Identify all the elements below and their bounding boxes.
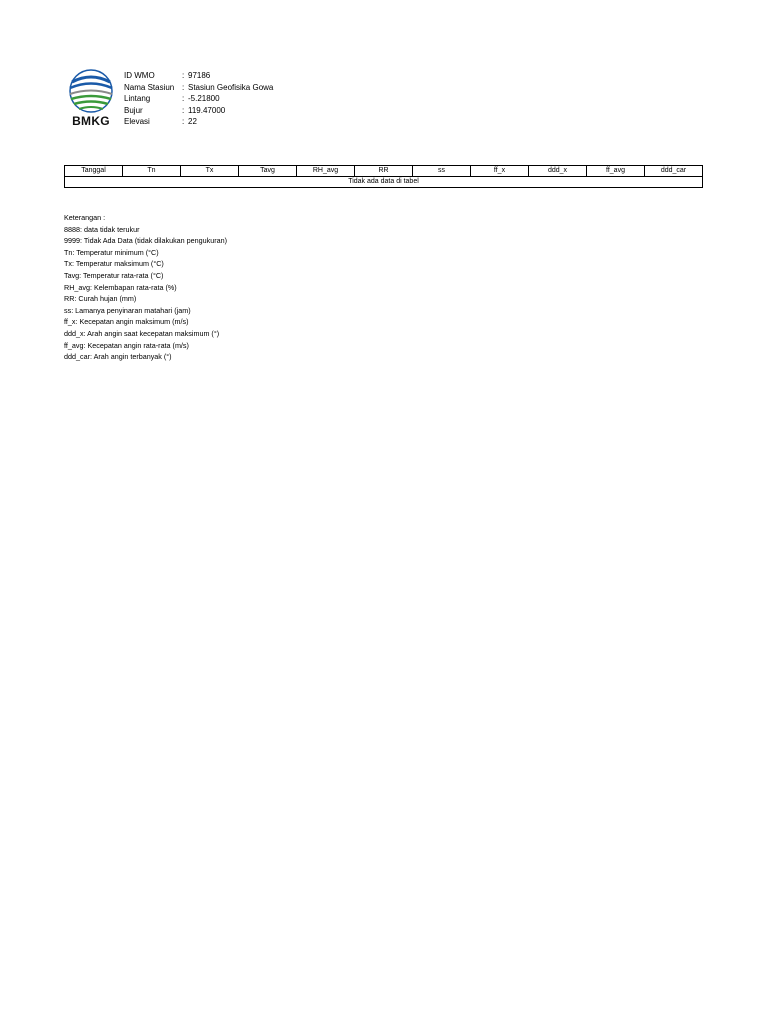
station-label: ID WMO — [124, 71, 155, 80]
station-value: Stasiun Geofisika Gowa — [188, 82, 274, 92]
station-separator: : — [182, 105, 185, 115]
station-value: 22 — [188, 117, 197, 126]
legend-item: ddd_x: Arah angin saat kecepatan maksimum (°) — [64, 328, 220, 338]
legend-item: RH_avg: Kelembapan rata-rata (%) — [64, 282, 177, 292]
station-row-id-wmo — [124, 70, 273, 82]
column-header-rh-avg: RH_avg — [297, 166, 355, 177]
station-separator: : — [182, 71, 185, 80]
bmkg-logo — [66, 68, 116, 130]
column-header-tanggal: Tanggal — [65, 166, 123, 177]
station-label: Bujur — [124, 105, 143, 115]
legend-item: Tn: Temperatur minimum (°C) — [64, 247, 159, 257]
station-row-latitude — [124, 93, 273, 105]
station-label: Lintang — [124, 94, 151, 103]
column-header-rr: RR — [355, 166, 413, 177]
station-row-elevation — [124, 116, 273, 128]
legend-item: ss: Lamanya penyinaran matahari (jam) — [64, 305, 191, 315]
table-empty-message: Tidak ada data di tabel — [65, 177, 703, 188]
legend — [64, 212, 227, 363]
station-value: 97186 — [188, 71, 211, 80]
column-header-tx: Tx — [181, 166, 239, 177]
legend-item: Tx: Temperatur maksimum (°C) — [64, 259, 164, 269]
table-header-row — [65, 166, 703, 177]
legend-title: Keterangan : — [64, 213, 106, 222]
climate-data-table — [64, 165, 703, 188]
logo-text: BMKG — [72, 114, 110, 128]
station-label: Elevasi — [124, 117, 150, 126]
station-info — [124, 70, 273, 128]
legend-item: ff_avg: Kecepatan angin rata-rata (m/s) — [64, 340, 189, 350]
station-label: Nama Stasiun — [124, 82, 175, 92]
legend-item: RR: Curah hujan (mm) — [64, 294, 137, 304]
column-header-ff-x: ff_x — [471, 166, 529, 177]
column-header-ss: ss — [413, 166, 471, 177]
column-header-ddd-x: ddd_x — [529, 166, 587, 177]
column-header-ff-avg: ff_avg — [587, 166, 645, 177]
legend-item: ff_x: Kecepatan angin maksimum (m/s) — [64, 317, 189, 327]
station-value: 119.47000 — [188, 105, 226, 115]
column-header-tavg: Tavg — [239, 166, 297, 177]
station-row-name — [124, 82, 273, 94]
station-separator: : — [182, 117, 185, 126]
legend-item: 8888: data tidak terukur — [64, 224, 140, 234]
table-empty-row — [65, 177, 703, 188]
station-separator: : — [182, 94, 185, 103]
station-row-longitude — [124, 105, 273, 117]
station-value: -5.21800 — [188, 94, 220, 103]
legend-item: ddd_car: Arah angin terbanyak (°) — [64, 352, 172, 362]
legend-item: 9999: Tidak Ada Data (tidak dilakukan pengukuran) — [64, 236, 228, 246]
column-header-tn: Tn — [123, 166, 181, 177]
bmkg-emblem-icon — [66, 68, 116, 114]
station-separator: : — [182, 82, 185, 92]
column-header-ddd-car: ddd_car — [645, 166, 703, 177]
legend-item: Tavg: Temperatur rata-rata (°C) — [64, 270, 164, 280]
